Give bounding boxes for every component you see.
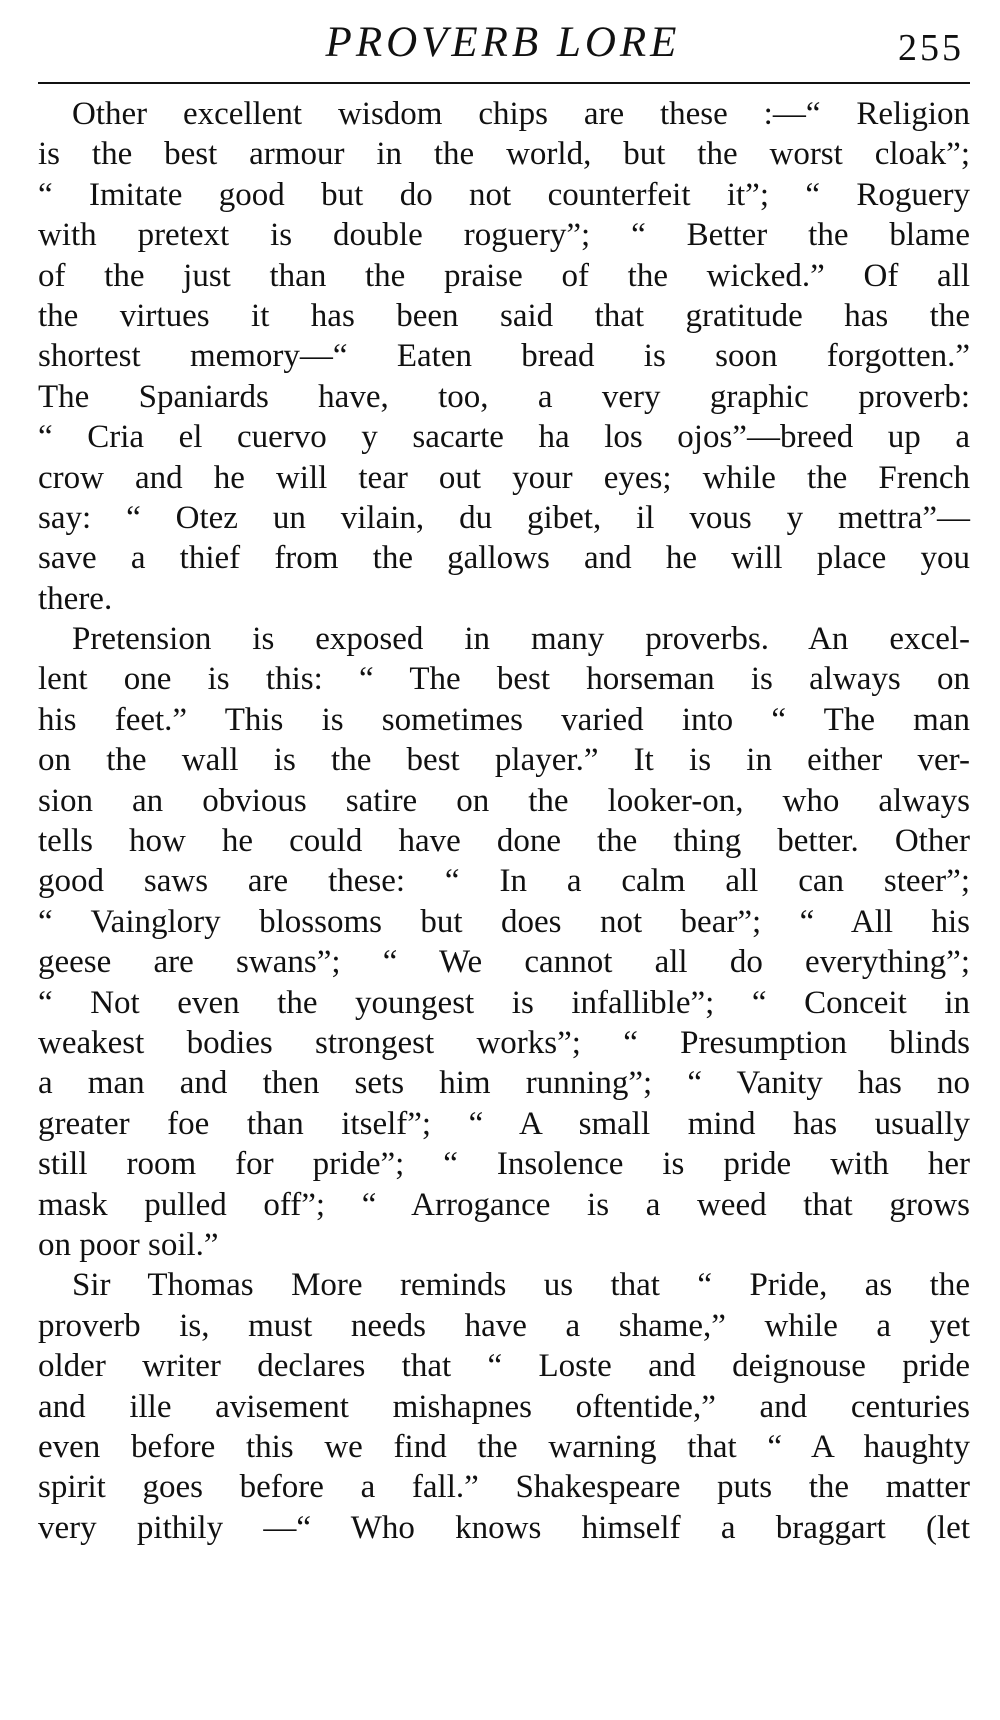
text-line: a man and then sets him running”; “ Vanity has no	[38, 1065, 970, 1102]
text-line: geese are swans”; “ We cannot all do everything”;	[38, 944, 970, 981]
text-line: older writer declares that “ Loste and deignouse pride	[38, 1348, 970, 1385]
text-line: Other excellent wisdom chips are these :—“ Religion	[72, 96, 970, 132]
text-line: “ Vainglory blossoms but does not bear”; “ All his	[38, 903, 970, 940]
text-line: tells how he could have done the thing better. Other	[38, 823, 970, 860]
text-line: the virtues it has been said that gratitude has the	[38, 297, 970, 334]
page-number: 255	[898, 27, 964, 69]
text-line: weakest bodies strongest works”; “ Presumption blinds	[38, 1024, 970, 1061]
running-title: PROVERB LORE	[325, 19, 681, 66]
text-line: even before this we find the warning that “ A haughty	[38, 1428, 970, 1465]
header-rule	[38, 82, 970, 84]
text-line: “ Cria el cuervo y sacarte ha los ojos”—breed up a	[38, 419, 970, 456]
text-line: very pithily —“ Who knows himself a braggart (let	[38, 1509, 970, 1546]
text-line: crow and he will tear out your eyes; while the French	[38, 459, 970, 496]
text-line: save a thief from the gallows and he will place you	[38, 540, 970, 577]
text-line: say: “ Otez un vilain, du gibet, il vous y mettra”—	[38, 499, 970, 536]
text-line: there.	[38, 580, 113, 617]
text-line: lent one is this: “ The best horseman is always on	[38, 661, 970, 698]
text-line: proverb is, must needs have a shame,” while a yet	[38, 1307, 970, 1344]
text-line: “ Not even the youngest is infallible”; “ Conceit in	[38, 984, 970, 1021]
text-line: still room for pride”; “ Insolence is pride with her	[38, 1146, 970, 1183]
text-line: shortest memory—“ Eaten bread is soon forgotten.”	[38, 338, 970, 375]
text-line: sion an obvious satire on the looker-on, who always	[38, 782, 970, 819]
text-line: “ Imitate good but do not counterfeit it”; “ Roguery	[38, 176, 970, 213]
text-line: of the just than the praise of the wicked.” Of all	[38, 257, 970, 294]
text-line: with pretext is double roguery”; “ Better the blame	[38, 217, 970, 254]
text-line: on the wall is the best player.” It is in either ver-	[38, 742, 970, 779]
text-line: mask pulled off”; “ Arrogance is a weed that grows	[38, 1186, 970, 1223]
text-line: good saws are these: “ In a calm all can steer”;	[38, 863, 970, 900]
text-line: Pretension is exposed in many proverbs. An excel-	[72, 621, 970, 658]
text-line: is the best armour in the world, but the worst cloak”;	[38, 136, 970, 173]
text-line: his feet.” This is sometimes varied into “ The man	[38, 701, 970, 738]
text-line: on poor soil.”	[38, 1226, 219, 1263]
body-text	[38, 94, 970, 1548]
text-line: greater foe than itself”; “ A small mind has usually	[38, 1105, 970, 1142]
running-header	[38, 14, 968, 76]
text-line: spirit goes before a fall.” Shakespeare puts the matter	[38, 1469, 970, 1506]
text-line: and ille avisement mishapnes oftentide,” and centuries	[38, 1388, 970, 1425]
text-line: Sir Thomas More reminds us that “ Pride, as the	[72, 1267, 970, 1304]
text-line: The Spaniards have, too, a very graphic proverb:	[38, 378, 970, 415]
